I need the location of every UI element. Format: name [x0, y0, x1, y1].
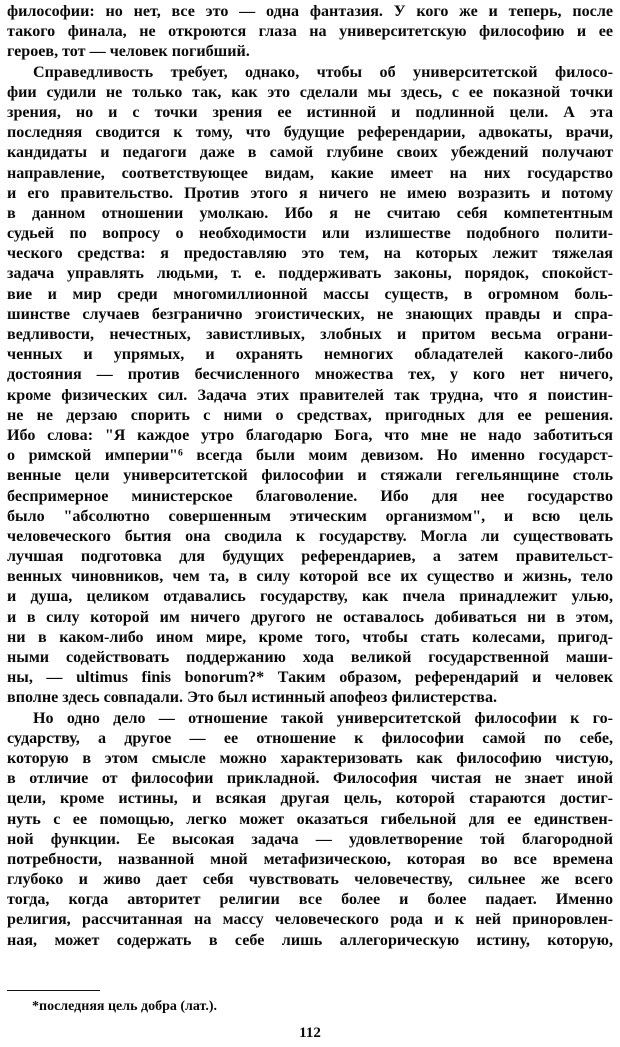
text-line: Ибо слова: "Я каждое утро благодарю Бога, что мне не надо заботиться — [7, 426, 613, 444]
text-line: философии: но нет, все это — одна фантазия. У кого же и теперь, после — [7, 3, 613, 20]
text-line: и его правительство. Против этого я ничего не имею возразить и потому — [7, 184, 613, 202]
text-line: тогда, когда авторитет религии все более и более падает. Именно — [7, 891, 613, 909]
text-line: и душа, целиком отдавались государству, как пчела принадлежит улью, — [7, 588, 613, 606]
text-line: сударству, а другое — ее отношение к философии самой по себе, — [7, 729, 613, 747]
text-line: венные цели университетской философии и стяжали гегельянщине столь — [7, 467, 613, 485]
text-line: которую в этом смысле можно характеризовать как философию чистую, — [7, 749, 613, 767]
text-line: человеческого бытия она сводила к государству. Могла ли существовать — [7, 527, 613, 545]
text-line: ная, может содержать в себе лишь аллегорическую истину, которую, — [7, 931, 613, 949]
text-line: ной функции. Ее высокая задача — удовлетворение той благородной — [7, 830, 613, 848]
text-line: достояния — против бесчисленного множества тех, у кого нет ничего, — [7, 366, 613, 384]
text-line: Справедливость требует, однако, чтобы об университетской филосо- — [33, 63, 613, 81]
footnote-divider — [7, 990, 100, 991]
text-line: ни в каком-либо ином мире, кроме того, чтобы стать колесами, пригод- — [7, 628, 613, 646]
text-line: и в силу которой им ничего другого не оставалось добиваться ни в этом, — [7, 608, 613, 626]
text-line: кроме физических сил. Задача этих правителей так трудна, что я поистин- — [7, 386, 613, 404]
text-line: вполне здесь совпадали. Это был истинный апофеоз филистерства. — [7, 689, 498, 707]
text-line: направление, соответствующее видам, какие имеет на них государство — [7, 164, 613, 182]
text-line: ными содействовать поддержанию хода великой государственной маши- — [7, 649, 613, 666]
text-line: судьей по вопросу о необходимости или излишестве подобного полити- — [7, 225, 613, 243]
text-line: фии судили не только так, как это сделали мы здесь, с ее показной точки — [7, 83, 613, 101]
text-line: ведливости, нечестных, завистливых, злобных и притом весьма ограни- — [7, 326, 613, 343]
footnote: *последняя цель добра (лат.). — [32, 999, 218, 1014]
text-line: беспримерное министерское благоволение. Ибо для нее государство — [7, 487, 613, 505]
text-line: кандидаты и педагоги даже в самой глубине своих убеждений получают — [7, 144, 613, 162]
text-line: задача управлять людьми, т. е. поддерживать законы, порядок, спокойст- — [7, 265, 613, 283]
page-number: 112 — [299, 1025, 321, 1041]
text-line: шинстве случаев безгранично эгоистических, не знающих правды и спра- — [7, 305, 613, 323]
text-line: было "абсолютно совершенным этическим организмом", и всю цель — [7, 507, 613, 525]
text-line: ческого средства: я предоставляю это тем, на которых лежит тяжелая — [7, 245, 613, 263]
text-line: зрения, но и с точки зрения ее истинной и подлинной цели. А эта — [7, 103, 613, 121]
text-line: глубоко и живо дает себя чувствовать человечеству, сильнее же всего — [7, 871, 613, 889]
text-line: не не дерзаю спорить с ними о средствах, пригодных для ее решения. — [7, 406, 613, 424]
text-line: героев, тот — человек погибший. — [7, 43, 250, 61]
text-line: лучшая подготовка для будущих референдариев, а затем правительст- — [7, 548, 613, 566]
text-line: в данном отношении умолкаю. Ибо я не считаю себя компетентным — [7, 204, 613, 222]
text-line: о римской империи"⁶ всегда были моим девизом. Но именно государст- — [7, 447, 613, 465]
text-line: Но одно дело — отношение такой университетской философии к го- — [33, 709, 613, 727]
text-line: в отличие от философии прикладной. Философия чистая не знает иной — [7, 770, 613, 788]
text-line: потребности, названной мной метафизическою, которая во все времена — [7, 850, 613, 868]
text-line: нуть с ее помощью, легко может оказаться гибельной для ее единствен- — [7, 810, 613, 828]
text-line: венных чиновников, чем та, в силу которой все их существо и жизнь, тело — [7, 568, 613, 586]
text-line: последняя сводится к тому, что будущие референдарии, адвокаты, врачи, — [7, 124, 613, 142]
text-line: религия, рассчитанная на массу человеческого рода и к ней приноровлен- — [7, 911, 613, 929]
text-line: такого финала, не откроются глаза на университетскую философию и ее — [7, 23, 613, 41]
body-text — [7, 2, 613, 951]
text-line: вие и мир среди многомиллионной массы существ, в огромном боль- — [7, 285, 613, 303]
text-line: ченных и упрямых, и охранять немногих обладателей какого-либо — [7, 346, 613, 364]
text-line: ны, — ultimus finis bonorum?* Таким образом, референдарий и человек — [7, 669, 613, 687]
text-line: цели, кроме истины, и всякая другая цель, которой стараются достиг- — [7, 790, 613, 808]
